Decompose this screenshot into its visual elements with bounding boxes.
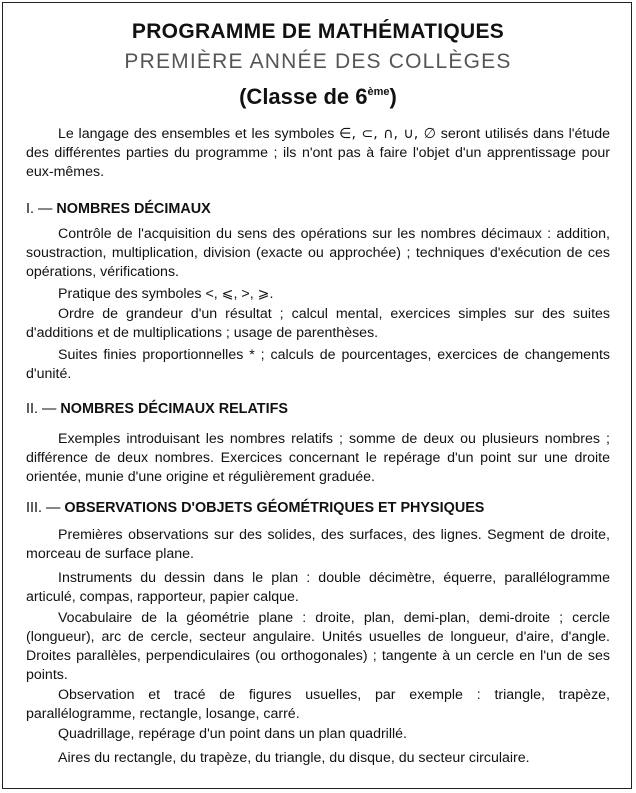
section-2-number: II. — [26,401,57,417]
section-1-heading [26,201,211,217]
document-subtitle: PREMIÈRE ANNÉE DES COLLÈGES [124,50,512,73]
section-1-number: I. — [26,201,53,217]
class-heading-sup: ème [367,86,390,98]
section-3-paragraph: Vocabulaire de la géométrie plane : droite, plan, demi-plan, demi-droite ; cercle (longueur), arc de cercle, secteur angulaire. Unités usuelles de longueur, d'aire, d'angle. Droites parallèles, perpendiculaires (ou orthogonales) ; tangente à un cercle en l'un de ses points. [26,610,610,683]
intro-paragraph [26,125,610,182]
section-2-heading [26,401,288,417]
section-3-paragraph: Premières observations sur des solides, des surfaces, des lignes. Segment de droite, morceau de surface plane. [26,527,610,562]
class-heading-prefix: (Classe de 6 [239,84,368,109]
class-heading [0,84,636,110]
section-3-paragraph: Quadrillage, repérage d'un point dans un plan quadrillé. [58,726,407,742]
section-2-title: NOMBRES DÉCIMAUX RELATIFS [60,401,288,417]
intro-pre: Le langage des ensembles et les symboles [58,126,340,142]
intro-symbols: ∈, ⊂, ∩, ∪, ∅ [339,126,436,142]
section-3-number: III. — [26,500,61,516]
document-title: PROGRAMME DE MATHÉMATIQUES [131,20,505,43]
section-3-heading [26,500,484,516]
section-1-paragraph: Pratique des symboles <, ⩽, >, ⩾. [58,286,274,302]
section-3-paragraph: Aires du rectangle, du trapèze, du triangle, du disque, du secteur circulaire. [58,750,530,766]
intro-post: seront utilisés dans l'étude des différentes parties du programme ; ils n'ont pas à faire l'objet d'un apprentissage pour eux-mêmes. [26,126,610,180]
section-3-paragraph: Observation et tracé de figures usuelles, par exemple : triangle, trapèze, parallélogramme, rectangle, losange, carré. [26,687,610,722]
class-heading-suffix: ) [389,84,397,109]
section-1-paragraph: Ordre de grandeur d'un résultat ; calcul mental, exercices simples sur des suites d'additions et de multiplications ; usage de parenthèses. [26,306,610,341]
section-1-paragraph: Suites finies proportionnelles * ; calculs de pourcentages, exercices de changements d'unité. [26,347,610,382]
section-3-title: OBSERVATIONS D'OBJETS GÉOMÉTRIQUES ET PHYSIQUES [64,500,485,516]
section-2-paragraph: Exemples introduisant les nombres relatifs ; somme de deux ou plusieurs nombres ; différence de deux nombres. Exercices concernant le repérage d'un point sur une droite orientée, munie d'une origine et régulièrement graduée. [26,431,610,485]
section-1-paragraph: Contrôle de l'acquisition du sens des opérations sur les nombres décimaux : addition, soustraction, multiplication, division (exacte ou approchée) ; techniques d'exécution de ces opérations, vérifications. [26,226,610,280]
section-1-title: NOMBRES DÉCIMAUX [56,201,211,217]
section-3-paragraph: Instruments du dessin dans le plan : double décimètre, équerre, parallélogramme articulé, compas, rapporteur, papier calque. [26,570,610,605]
